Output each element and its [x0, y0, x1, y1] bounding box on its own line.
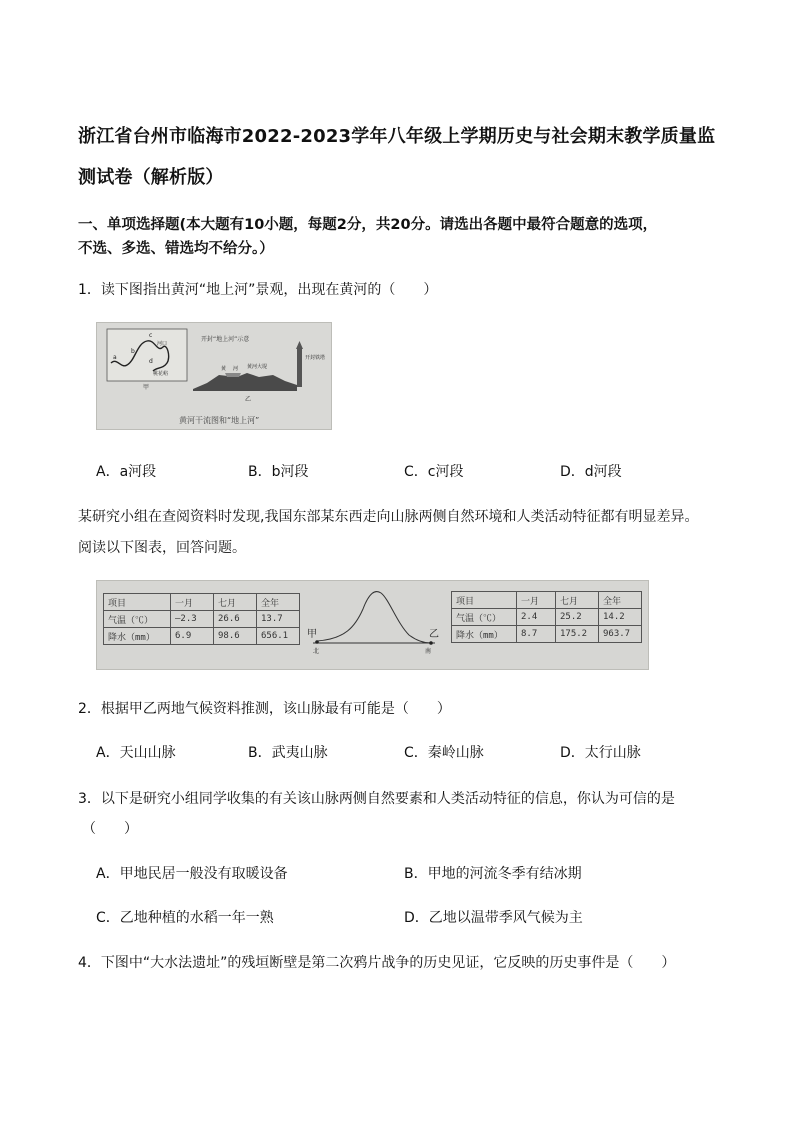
left-climate-table — [103, 593, 300, 645]
q3-option-b[interactable]: B．甲地的河流冬季有结冰期 — [404, 866, 582, 882]
section-heading-cont: 不选、多选、错选均不给分。） — [78, 241, 274, 257]
mountain-label-yi: 乙 — [429, 629, 439, 640]
intro-line-2: 阅读以下图表，回答问题。 — [78, 540, 246, 556]
page-title: 浙江省台州市临海市2022-2023学年八年级上学期历史与社会期末教学质量监 — [78, 126, 716, 147]
q1-option-b[interactable]: B．b河段 — [248, 464, 309, 480]
lt-r0c0: 气温（℃） — [104, 611, 171, 628]
map-label-hekou: 河口 — [157, 341, 168, 347]
figure-climate-mountain — [96, 580, 649, 670]
map-label-taohuayu: 桃花峪 — [153, 371, 169, 377]
lt-r1c1: 6.9 — [171, 628, 214, 645]
profile-label-huang: 黄 — [221, 366, 227, 372]
q2-option-b[interactable]: B．武夷山脉 — [248, 745, 328, 761]
rt-r1c0: 降水（mm） — [452, 626, 517, 643]
q2-option-d[interactable]: D．太行山脉 — [560, 745, 641, 761]
q1-option-c[interactable]: C．c河段 — [404, 464, 464, 480]
lt-r1c2: 98.6 — [214, 628, 257, 645]
question-1-stem: 1．读下图指出黄河“地上河”景观，出现在黄河的（ ） — [78, 282, 438, 298]
mountain-label-north: 北 — [313, 648, 320, 655]
q3-option-a[interactable]: A．甲地民居一般没有取暖设备 — [96, 866, 288, 882]
mountain-label-jia: 甲 — [307, 629, 317, 640]
figure-label-yi: 乙 — [245, 396, 252, 403]
rt-h2: 七月 — [556, 592, 599, 609]
question-3-stem-cont: （ ） — [82, 821, 138, 837]
lt-r0c1: —2.3 — [171, 611, 214, 628]
rt-h1: 一月 — [517, 592, 556, 609]
q3-option-c[interactable]: C．乙地种植的水稻一年一熟 — [96, 910, 274, 926]
rt-r1c3: 963.7 — [599, 626, 642, 643]
page-title-cont: 测试卷（解析版） — [78, 167, 224, 188]
lt-r0c2: 26.6 — [214, 611, 257, 628]
mountain-profile-icon — [305, 583, 445, 667]
question-4-stem: 4．下图中“大水法遗址”的残垣断壁是第二次鸦片战争的历史见证，它反映的历史事件是（ ） — [78, 955, 676, 971]
lt-h3: 全年 — [257, 594, 300, 611]
question-3-stem: 3．以下是研究小组同学收集的有关该山脉两侧自然要素和人类活动特征的信息，你认为可信的是 — [78, 791, 675, 807]
profile-label-tower: 开封铁塔 — [305, 355, 326, 361]
lt-h2: 七月 — [214, 594, 257, 611]
intro-line-1: 某研究小组在查阅资料时发现,我国东部某东西走向山脉两侧自然环境和人类活动特征都有明显差异。 — [78, 509, 699, 525]
map-label-b: b — [131, 348, 135, 355]
profile-title: 开封“地上河”示意 — [201, 336, 250, 343]
rt-r0c2: 25.2 — [556, 609, 599, 626]
rt-h3: 全年 — [599, 592, 642, 609]
lt-r0c3: 13.7 — [257, 611, 300, 628]
map-label-c: c — [149, 332, 153, 339]
q2-option-a[interactable]: A．天山山脉 — [96, 745, 176, 761]
rt-r0c1: 2.4 — [517, 609, 556, 626]
rt-r0c3: 14.2 — [599, 609, 642, 626]
figure-label-jia: 甲 — [143, 384, 150, 391]
q3-option-d[interactable]: D．乙地以温带季风气候为主 — [404, 910, 583, 926]
map-label-d: d — [149, 358, 153, 365]
q1-option-d[interactable]: D．d河段 — [560, 464, 622, 480]
yellow-river-map-icon — [97, 323, 331, 429]
lt-h1: 一月 — [171, 594, 214, 611]
lt-r1c0: 降水（mm） — [104, 628, 171, 645]
rt-r1c1: 8.7 — [517, 626, 556, 643]
profile-label-he: 河 — [233, 366, 239, 372]
figure-yellow-river — [96, 322, 332, 430]
map-label-a: a — [113, 354, 117, 361]
right-climate-table — [451, 591, 642, 643]
section-heading: 一、单项选择题(本大题有10小题，每题2分，共20分。请选出各题中最符合题意的选项， — [78, 217, 658, 233]
rt-h0: 项目 — [452, 592, 517, 609]
lt-r1c3: 656.1 — [257, 628, 300, 645]
lt-h0: 项目 — [104, 594, 171, 611]
rt-r0c0: 气温（℃） — [452, 609, 517, 626]
rt-r1c2: 175.2 — [556, 626, 599, 643]
profile-label-dike: 黄河大堤 — [247, 364, 268, 370]
q1-option-a[interactable]: A．a河段 — [96, 464, 157, 480]
figure-caption: 黄河干流图和“地上河” — [179, 416, 260, 425]
mountain-label-south: 南 — [425, 648, 432, 655]
question-2-stem: 2．根据甲乙两地气候资料推测，该山脉最有可能是（ ） — [78, 701, 451, 717]
q2-option-c[interactable]: C．秦岭山脉 — [404, 745, 484, 761]
